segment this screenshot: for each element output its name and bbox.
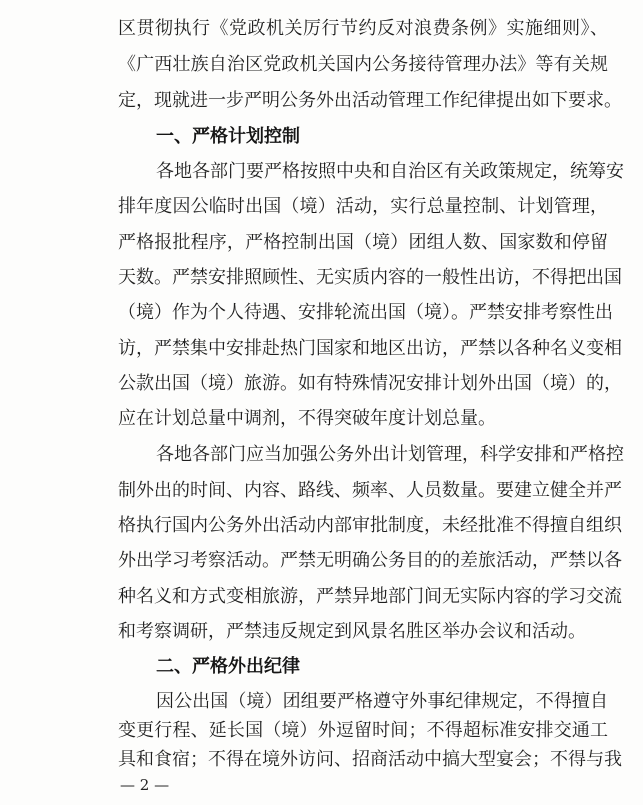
s2p1-line-1: 因公出国（境）团组要严格遵守外事纪律规定，不得擅自 <box>156 691 608 712</box>
s1p2-line-6: 和考察调研，严禁违反规定到风景名胜区举办会议和活动。 <box>118 621 586 642</box>
s1p2-line-1: 各地各部门应当加强公务外出计划管理，科学安排和严格控 <box>156 444 624 465</box>
s2p1-line-2: 变更行程、延长国（境）外逗留时间；不得超标准安排交通工 <box>118 720 608 741</box>
s2p1-line-3: 具和食宿；不得在境外访问、招商活动中搞大型宴会；不得与我 <box>118 749 622 770</box>
section-2-heading: 二、严格外出纪律 <box>156 656 300 677</box>
s1p2-line-3: 格执行国内公务外出活动内部审批制度，未经批准不得擅自组织 <box>118 515 622 536</box>
s1p1-line-5: （境）作为个人待遇、安排轮流出国（境）。严禁安排考察性出 <box>118 302 613 323</box>
s1p1-line-1: 各地各部门要严格按照中央和自治区有关政策规定，统筹安 <box>156 161 624 182</box>
s1p2-line-2: 制外出的时间、内容、路线、频率、人员数量。要建立健全并严 <box>118 480 622 501</box>
intro-line-2: 《广西壮族自治区党政机关国内公务接待管理办法》等有关规 <box>118 54 608 75</box>
intro-line-3: 定，现就进一步严明公务外出活动管理工作纪律提出如下要求。 <box>118 90 622 111</box>
s1p1-line-2: 排年度因公临时出国（境）活动，实行总量控制、计划管理， <box>118 196 608 217</box>
s1p2-line-4: 外出学习考察活动。严禁无明确公务目的的差旅活动，严禁以各 <box>118 550 622 571</box>
s1p1-line-6: 访，严禁集中安排赴热门国家和地区出访，严禁以各种名义变相 <box>118 338 622 359</box>
s1p2-line-5: 种名义和方式变相旅游，严禁异地部门间无实际内容的学习交流 <box>118 586 622 607</box>
page-number: — 2 — <box>120 776 170 794</box>
s1p1-line-7: 公款出国（境）旅游。如有特殊情况安排计划外出国（境）的， <box>118 373 622 394</box>
s1p1-line-3: 严格报批程序，严格控制出国（境）团组人数、国家数和停留 <box>118 232 608 253</box>
section-1-heading: 一、严格计划控制 <box>156 126 300 147</box>
s1p1-line-4: 天数。严禁安排照顾性、无实质内容的一般性出访，不得把出国 <box>118 267 622 288</box>
intro-line-1: 区贯彻执行《党政机关厉行节约反对浪费条例》实施细则》、 <box>118 18 608 39</box>
s1p1-line-8: 应在计划总量中调剂，不得突破年度计划总量。 <box>118 408 496 429</box>
